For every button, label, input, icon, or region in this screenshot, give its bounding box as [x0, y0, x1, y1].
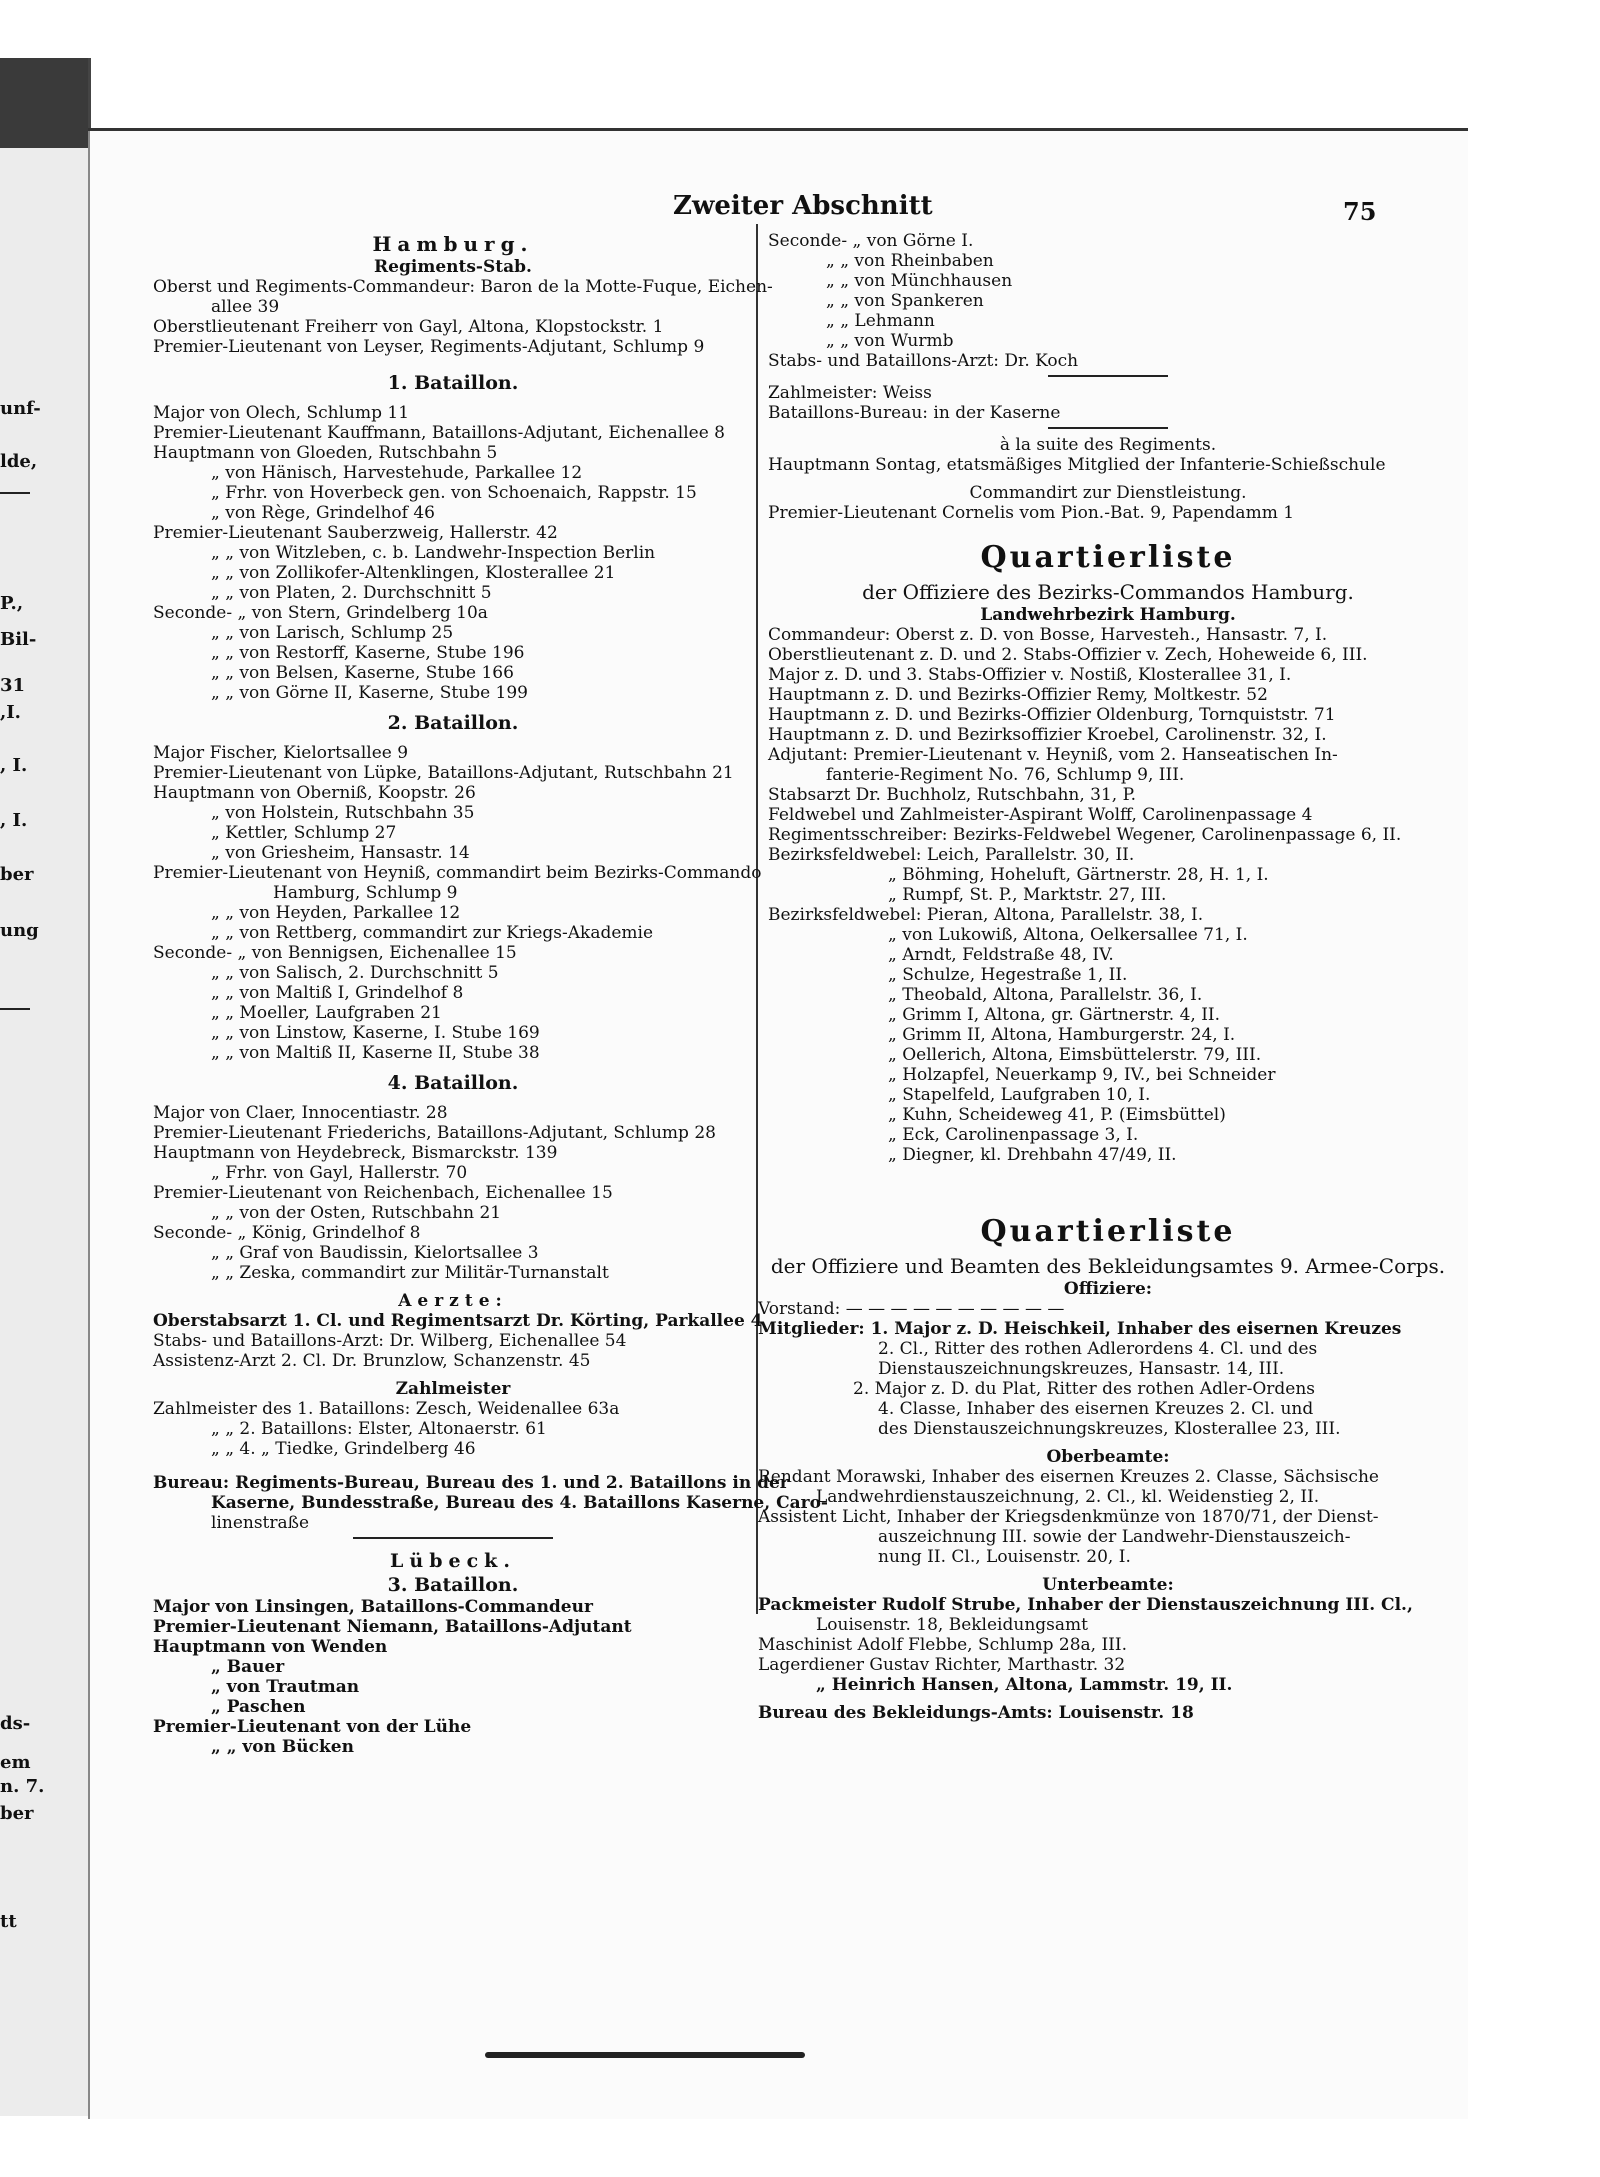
entry-line: Assistenz-Arzt 2. Cl. Dr. Brunzlow, Schanzenstr. 45 [153, 1351, 591, 1371]
bataillon-2-heading: 2. Bataillon. [387, 712, 519, 734]
entry-line: 2. Major z. D. du Plat, Ritter des rothen Adler-Ordens [853, 1379, 1316, 1399]
entry-line: „ „ von Restorff, Kaserne, Stube 196 [211, 643, 525, 663]
entry-line: Major von Linsingen, Bataillons-Commandeur [153, 1597, 593, 1617]
prev-fragment: ,I. [0, 702, 21, 723]
entry-line: Dienstauszeichnungskreuzes, Hansastr. 14, III. [878, 1359, 1285, 1379]
entry-line: Hauptmann von Heydebreck, Bismarckstr. 139 [153, 1143, 558, 1163]
entry-line: „ Bauer [211, 1657, 285, 1677]
entry-line: Major von Olech, Schlump 11 [153, 403, 410, 423]
entry-line: „ „ von Bücken [211, 1737, 354, 1757]
entry-line: „ „ von Görne II, Kaserne, Stube 199 [211, 683, 528, 703]
entry-line: Bezirksfeldwebel: Leich, Parallelstr. 30, II. [768, 845, 1135, 865]
entry-line: „ von Rège, Grindelhof 46 [211, 503, 435, 523]
entry-line: „ Theobald, Altona, Parallelstr. 36, I. [888, 985, 1203, 1005]
entry-line: „ „ von Witzleben, c. b. Landwehr-Inspection Berlin [211, 543, 656, 563]
entry-line: Mitglieder: 1. Major z. D. Heischkeil, Inhaber des eisernen Kreuzes [758, 1319, 1402, 1339]
entry-line: „ „ von Rheinbaben [826, 251, 994, 271]
entry-line: „ von Lukowiß, Altona, Oelkersallee 71, I. [888, 925, 1248, 945]
luebeck-title: Lübeck. [390, 1550, 516, 1572]
prev-fragment: ber [0, 1803, 34, 1824]
entry-line: Hauptmann von Oberniß, Koopstr. 26 [153, 783, 476, 803]
entry-line: Premier-Lieutenant Sauberzweig, Hallerstr. 42 [153, 523, 558, 543]
entry-line: Stabs- und Bataillons-Arzt: Dr. Koch [768, 351, 1079, 371]
prev-fragment: ung [0, 920, 39, 941]
entry-line: Lagerdiener Gustav Richter, Marthastr. 32 [758, 1655, 1126, 1675]
zahlmeister-heading: Zahlmeister [395, 1379, 511, 1399]
entry-line: „ „ von Belsen, Kaserne, Stube 166 [211, 663, 514, 683]
entry-line: „ von Trautman [211, 1677, 360, 1697]
entry-line: Zahlmeister: Weiss [768, 383, 932, 403]
entry-line: „ Frhr. von Gayl, Hallerstr. 70 [211, 1163, 468, 1183]
entry-line: Oberstabsarzt 1. Cl. und Regimentsarzt Dr. Körting, Parkallee 4 [153, 1311, 763, 1331]
entry-line: Oberstlieutenant Freiherr von Gayl, Altona, Klopstockstr. 1 [153, 317, 664, 337]
entry-line: „ Oellerich, Altona, Eimsbüttelerstr. 79, III. [888, 1045, 1262, 1065]
entry-line: „ „ von Wurmb [826, 331, 954, 351]
entry-line: Bezirksfeldwebel: Pieran, Altona, Parallelstr. 38, I. [768, 905, 1204, 925]
entry-line: „ von Hänisch, Harvestehude, Parkallee 12 [211, 463, 583, 483]
entry-line: des Dienstauszeichnungskreuzes, Klosterallee 23, III. [878, 1419, 1341, 1439]
entry-line: Major Fischer, Kielortsallee 9 [153, 743, 409, 763]
prev-fragment: ber [0, 864, 34, 885]
quartierliste-subtitle: der Offiziere und Beamten des Bekleidungsamtes 9. Armee-Corps. [770, 1254, 1446, 1278]
prev-rule [0, 1008, 30, 1010]
end-ornament-rule [485, 2052, 805, 2058]
entry-line: Premier-Lieutenant Kauffmann, Bataillons-Adjutant, Eichenallee 8 [153, 423, 725, 443]
entry-line: Adjutant: Premier-Lieutenant v. Heyniß, vom 2. Hanseatischen In- [768, 745, 1338, 765]
entry-line: „ „ von Münchhausen [826, 271, 1013, 291]
entry-line: Landwehrdienstauszeichnung, 2. Cl., kl. Weidenstieg 2, II. [816, 1487, 1320, 1507]
entry-line: linenstraße [211, 1513, 310, 1533]
entry-line: Oberstlieutenant z. D. und 2. Stabs-Offizier v. Zech, Hoheweide 6, III. [768, 645, 1368, 665]
entry-line: Maschinist Adolf Flebbe, Schlump 28a, III. [758, 1635, 1128, 1655]
entry-line: „ Arndt, Feldstraße 48, IV. [888, 945, 1114, 965]
entry-line: allee 39 [211, 297, 280, 317]
entry-line: „ von Griesheim, Hansastr. 14 [211, 843, 470, 863]
prev-fragment: lde, [0, 451, 38, 472]
regiments-stab-heading: Regiments-Stab. [374, 257, 532, 277]
entry-line: „ „ von Heyden, Parkallee 12 [211, 903, 461, 923]
prev-fragment: ds- [0, 1713, 31, 1734]
bataillon-1-heading: 1. Bataillon. [387, 372, 519, 394]
entry-line: „ „ von Rettberg, commandirt zur Kriegs-Akademie [211, 923, 654, 943]
prev-fragment: , I. [0, 810, 28, 831]
entry-line: „ „ von Larisch, Schlump 25 [211, 623, 454, 643]
entry-line: „ „ von Maltiß II, Kaserne II, Stube 38 [211, 1043, 540, 1063]
document-page [88, 128, 1468, 2119]
entry-line: Hauptmann von Gloeden, Rutschbahn 5 [153, 443, 498, 463]
entry-line: Louisenstr. 18, Bekleidungsamt [816, 1615, 1088, 1635]
entry-line: „ „ von Spankeren [826, 291, 984, 311]
scan-shadow [0, 58, 88, 148]
entry-line: „ Diegner, kl. Drehbahn 47/49, II. [888, 1145, 1177, 1165]
prev-fragment: unf- [0, 398, 41, 419]
prev-fragment: , I. [0, 755, 28, 776]
entry-line: „ Grimm I, Altona, gr. Gärtnerstr. 4, II. [888, 1005, 1221, 1025]
entry-line: „ Kuhn, Scheideweg 41, P. (Eimsbüttel) [888, 1105, 1226, 1125]
entry-line: Premier-Lieutenant von Heyniß, commandirt beim Bezirks-Commando [153, 863, 762, 883]
left-column [153, 231, 828, 1757]
bataillon-3-heading: 3. Bataillon. [387, 1574, 519, 1596]
entry-line: „ „ von Maltiß I, Grindelhof 8 [211, 983, 464, 1003]
entry-line: Premier-Lieutenant Cornelis vom Pion.-Bat. 9, Papendamm 1 [768, 503, 1295, 523]
previous-page-edge [0, 58, 91, 2116]
entry-line: Packmeister Rudolf Strube, Inhaber der Dienstauszeichnung III. Cl., [758, 1595, 1413, 1615]
entry-line: Hauptmann von Wenden [153, 1637, 388, 1657]
oberbeamte-heading: Oberbeamte: [1046, 1447, 1170, 1467]
entry-line: „ „ 4. „ Tiedke, Grindelberg 46 [211, 1439, 476, 1459]
entry-line: Oberst und Regiments-Commandeur: Baron de la Motte-Fuque, Eichen- [153, 277, 773, 297]
a-la-suite-heading: à la suite des Regiments. [999, 435, 1217, 455]
entry-line: Vorstand: — — — — — — — — — — [758, 1299, 1065, 1319]
entry-line: Premier-Lieutenant von Leyser, Regiments-Adjutant, Schlump 9 [153, 337, 705, 357]
entry-line: Hamburg, Schlump 9 [273, 883, 458, 903]
entry-line: „ „ Zeska, commandirt zur Militär-Turnanstalt [211, 1263, 609, 1283]
entry-line: Premier-Lieutenant von Reichenbach, Eichenallee 15 [153, 1183, 613, 1203]
section-rule [1048, 375, 1168, 377]
entry-line: „ Kettler, Schlump 27 [211, 823, 397, 843]
entry-line: „ „ Moeller, Laufgraben 21 [211, 1003, 442, 1023]
entry-line: Hauptmann z. D. und Bezirksoffizier Kroebel, Carolinenstr. 32, I. [768, 725, 1327, 745]
entry-line: „ Stapelfeld, Laufgraben 10, I. [888, 1085, 1151, 1105]
entry-line: Major z. D. und 3. Stabs-Offizier v. Nostiß, Klosterallee 31, I. [768, 665, 1292, 685]
entry-line: „ Schulze, Hegestraße 1, II. [888, 965, 1128, 985]
entry-line: „ Frhr. von Hoverbeck gen. von Schoenaich, Rappstr. 15 [211, 483, 697, 503]
entry-line: „ Grimm II, Altona, Hamburgerstr. 24, I. [888, 1025, 1236, 1045]
prev-fragment: n. 7. [0, 1776, 45, 1797]
entry-line: Bataillons-Bureau: in der Kaserne [768, 403, 1061, 423]
section-title: Zweiter Abschnitt [673, 191, 933, 221]
entry-line: Commandeur: Oberst z. D. von Bosse, Harvesteh., Hansastr. 7, I. [768, 625, 1328, 645]
entry-line: nung II. Cl., Louisenstr. 20, I. [878, 1547, 1131, 1567]
offiziere-heading: Offiziere: [1063, 1279, 1153, 1299]
entry-line: Seconde- „ König, Grindelhof 8 [153, 1223, 421, 1243]
entry-line: „ Böhming, Hoheluft, Gärtnerstr. 28, H. 1, I. [888, 865, 1269, 885]
entry-line: Premier-Lieutenant Niemann, Bataillons-Adjutant [153, 1617, 632, 1637]
quartierliste-title: Quartierliste [980, 1214, 1236, 1249]
entry-line: Major von Claer, Innocentiastr. 28 [153, 1103, 448, 1123]
entry-line: Zahlmeister des 1. Bataillons: Zesch, Weidenallee 63a [153, 1399, 620, 1419]
prev-rule [0, 492, 30, 494]
bataillon-4-heading: 4. Bataillon. [387, 1072, 519, 1094]
entry-line: Stabsarzt Dr. Buchholz, Rutschbahn, 31, P. [768, 785, 1136, 805]
entry-line: „ Eck, Carolinenpassage 3, I. [888, 1125, 1139, 1145]
entry-line: 4. Classe, Inhaber des eisernen Kreuzes 2. Cl. und [878, 1399, 1314, 1419]
quartierliste-subtitle: der Offiziere des Bezirks-Commandos Hamburg. [862, 580, 1354, 604]
aerzte-heading: Aerzte: [398, 1291, 508, 1311]
prev-fragment: Bil- [0, 629, 37, 650]
entry-line: Seconde- „ von Bennigsen, Eichenallee 15 [153, 943, 517, 963]
entry-line: Premier-Lieutenant Friederichs, Bataillons-Adjutant, Schlump 28 [153, 1123, 716, 1143]
entry-line: „ Heinrich Hansen, Altona, Lammstr. 19, II. [816, 1675, 1233, 1695]
entry-line: „ von Holstein, Rutschbahn 35 [211, 803, 475, 823]
entry-line: „ Rumpf, St. P., Marktstr. 27, III. [888, 885, 1167, 905]
entry-line: Seconde- „ von Görne I. [768, 231, 974, 251]
entry-line: Stabs- und Bataillons-Arzt: Dr. Wilberg, Eichenallee 54 [153, 1331, 627, 1351]
bekleidungsamt-section [758, 1211, 1458, 1723]
entry-line: Feldwebel und Zahlmeister-Aspirant Wolff, Carolinenpassage 4 [768, 805, 1313, 825]
quartierliste-title: Quartierliste [980, 540, 1236, 575]
entry-line: „ „ von Zollikofer-Altenklingen, Klosterallee 21 [211, 563, 616, 583]
hamburg-title: Hamburg. [372, 232, 534, 256]
entry-line: Seconde- „ von Stern, Grindelberg 10a [153, 603, 488, 623]
entry-line: „ „ von Linstow, Kaserne, I. Stube 169 [211, 1023, 540, 1043]
commandirt-heading: Commandirt zur Dienstleistung. [969, 483, 1247, 503]
entry-line: „ Holzapfel, Neuerkamp 9, IV., bei Schneider [888, 1065, 1276, 1085]
entry-line: Premier-Lieutenant von der Lühe [153, 1717, 472, 1737]
entry-line: Bureau: Regiments-Bureau, Bureau des 1. und 2. Bataillons in der [153, 1473, 789, 1493]
landwehrbezirk-heading: Landwehrbezirk Hamburg. [980, 605, 1236, 625]
entry-line: Assistent Licht, Inhaber der Kriegsdenkmünze von 1870/71, der Dienst- [758, 1507, 1379, 1527]
page-number: 75 [1343, 197, 1377, 226]
entry-line: „ „ 2. Bataillons: Elster, Altonaerstr. 61 [211, 1419, 547, 1439]
entry-line: „ „ Graf von Baudissin, Kielortsallee 3 [211, 1243, 539, 1263]
entry-line: fanterie-Regiment No. 76, Schlump 9, III. [826, 765, 1185, 785]
entry-line: Rendant Morawski, Inhaber des eisernen Kreuzes 2. Classe, Sächsische [758, 1467, 1379, 1487]
entry-line: „ „ Lehmann [826, 311, 935, 331]
entry-line: Hauptmann z. D. und Bezirks-Offizier Remy, Moltkestr. 52 [768, 685, 1268, 705]
bureau-line: Bureau des Bekleidungs-Amts: Louisenstr. 18 [758, 1703, 1194, 1723]
section-rule [1048, 427, 1168, 429]
prev-fragment: em [0, 1752, 31, 1773]
entry-line: „ „ von der Osten, Rutschbahn 21 [211, 1203, 502, 1223]
prev-fragment: P., [0, 593, 24, 614]
prev-fragment: tt [0, 1911, 17, 1932]
entry-line: „ „ von Salisch, 2. Durchschnitt 5 [211, 963, 499, 983]
entry-line: Premier-Lieutenant von Lüpke, Bataillons-Adjutant, Rutschbahn 21 [153, 763, 734, 783]
entry-line: Hauptmann z. D. und Bezirks-Offizier Oldenburg, Tornquiststr. 71 [768, 705, 1336, 725]
unterbeamte-heading: Unterbeamte: [1042, 1575, 1174, 1595]
entry-line: auszeichnung III. sowie der Landwehr-Dienstauszeich- [878, 1527, 1351, 1547]
entry-line: „ „ von Platen, 2. Durchschnitt 5 [211, 583, 492, 603]
right-column [768, 231, 1448, 1165]
section-rule [353, 1537, 553, 1539]
entry-line: Regimentsschreiber: Bezirks-Feldwebel Wegener, Carolinenpassage 6, II. [768, 825, 1402, 845]
entry-line: Kaserne, Bundesstraße, Bureau des 4. Bataillons Kaserne, Caro- [211, 1493, 828, 1513]
entry-line: „ Paschen [211, 1697, 306, 1717]
entry-line: Hauptmann Sontag, etatsmäßiges Mitglied der Infanterie-Schießschule [768, 455, 1386, 475]
prev-fragment: 31 [0, 675, 26, 696]
entry-line: 2. Cl., Ritter des rothen Adlerordens 4. Cl. und des [878, 1339, 1318, 1359]
